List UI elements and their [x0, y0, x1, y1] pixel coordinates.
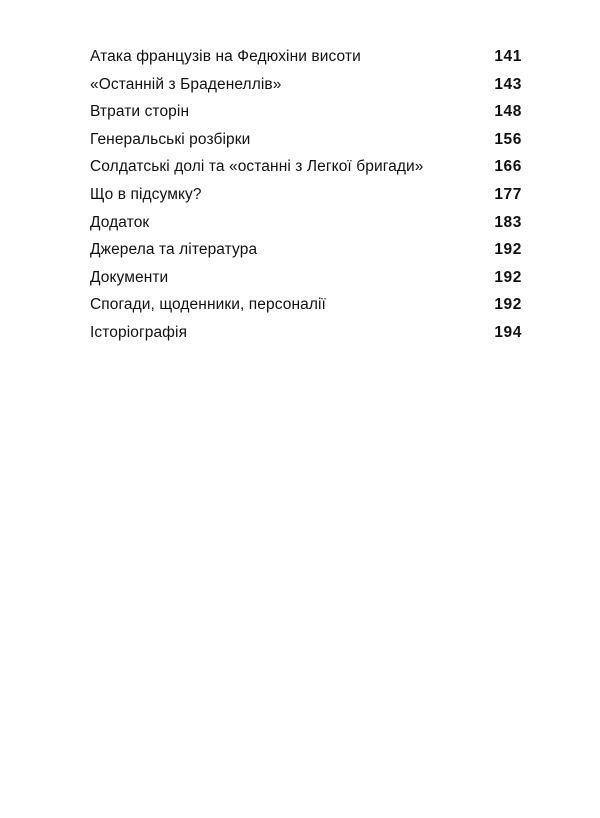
toc-entry-title: Що в підсумку? [90, 185, 202, 203]
toc-entry-page: 156 [494, 130, 522, 148]
toc-entry [90, 48, 522, 76]
toc-entry-page: 192 [494, 296, 522, 314]
toc-entry [90, 241, 522, 269]
toc-entry-page: 183 [494, 213, 522, 231]
toc-entry-page: 192 [494, 268, 522, 286]
toc-entry-title: Генеральські розбірки [90, 130, 251, 148]
toc-entry [90, 103, 522, 131]
toc-entry-page: 192 [494, 241, 522, 259]
toc-entry-page: 177 [494, 185, 522, 203]
toc-entry-title: Історіографія [90, 323, 188, 341]
toc-entry-title: Джерела та література [90, 241, 258, 259]
toc-entry-title: Додаток [90, 213, 150, 231]
toc-entry [90, 214, 522, 242]
toc-entry-title: Спогади, щоденники, персоналії [90, 296, 326, 314]
toc-entry-page: 141 [494, 48, 522, 65]
table-of-contents [90, 48, 522, 352]
toc-entry-title: «Останній з Браденеллів» [90, 75, 282, 93]
toc-entry-page: 166 [494, 158, 522, 176]
toc-entry-title: Документи [90, 268, 169, 286]
toc-entry [90, 76, 522, 104]
toc-entry [90, 296, 522, 324]
toc-entry-page: 148 [494, 103, 522, 121]
toc-entry [90, 158, 522, 186]
toc-entry [90, 269, 522, 297]
toc-entry-page: 143 [494, 75, 522, 93]
toc-entry-title: Втрати сторін [90, 103, 190, 121]
toc-entry [90, 131, 522, 159]
toc-entry-title: Атака французів на Федюхіни висоти [90, 48, 361, 65]
toc-entry-page: 194 [494, 323, 522, 341]
toc-entry-title: Солдатські долі та «останні з Легкої бригади» [90, 158, 424, 176]
toc-entry [90, 324, 522, 352]
toc-entry [90, 186, 522, 214]
